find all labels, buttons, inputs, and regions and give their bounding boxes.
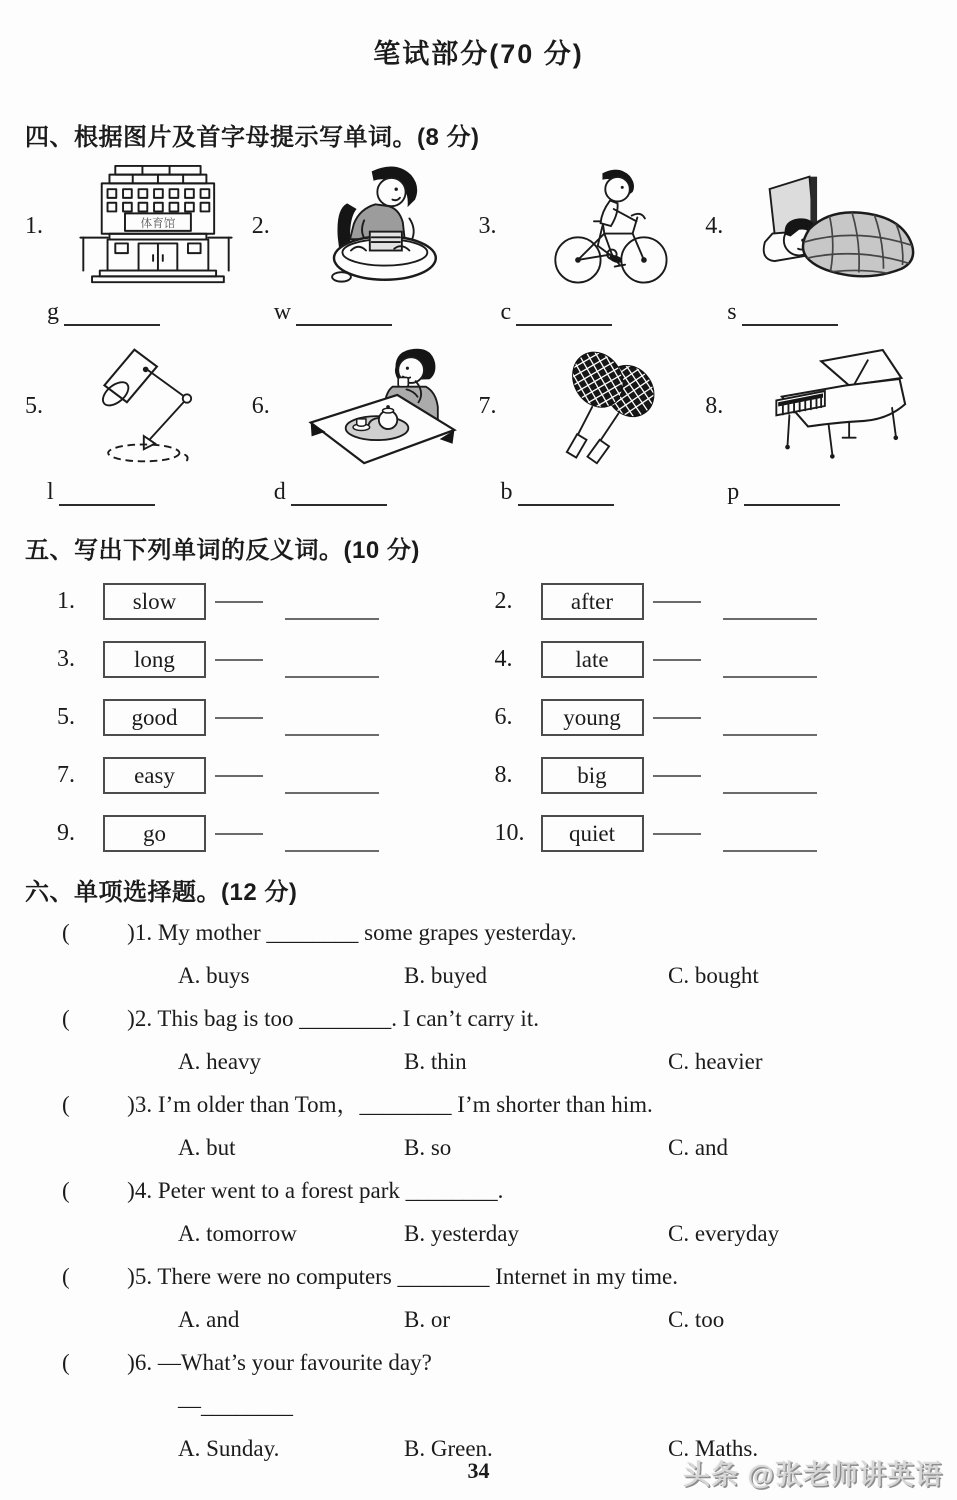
multiple-choice-list [25, 911, 932, 1470]
word-box: slow [103, 583, 206, 620]
dash-line [653, 659, 701, 661]
answer-blank [723, 764, 817, 794]
item-number: 8. [705, 392, 724, 419]
option-a: A. heavy [178, 1049, 262, 1074]
answer-blank [285, 706, 379, 736]
option-b: B. so [404, 1135, 452, 1160]
mc-question-4 [25, 1169, 932, 1255]
word-box: young [541, 699, 644, 736]
answer-blank [744, 482, 840, 506]
dash-line [653, 833, 701, 835]
answer-blank [723, 706, 817, 736]
answer-blank [742, 302, 838, 326]
item-number: 6. [494, 704, 513, 730]
antonym-item-2 [495, 583, 933, 620]
section6-heading: 六、单项选择题。(12 分) [25, 879, 298, 906]
answer-blank [518, 482, 614, 506]
answer-blank [285, 822, 379, 852]
item-number: 2. [494, 588, 513, 614]
question-stem: ( )6. —What’s your favourite day? [62, 1350, 432, 1375]
item-number: 1. [57, 588, 75, 614]
word-box: go [103, 815, 206, 852]
first-letter-hint: b [500, 479, 513, 505]
picture-item-5 [25, 342, 252, 506]
mc-question-3 [25, 1083, 932, 1169]
item-number: 10. [494, 820, 525, 846]
question-stem: ( )2. This bag is too ________. I can’t carry it. [62, 1006, 539, 1031]
picture-item-8 [705, 342, 932, 506]
option-b: B. thin [404, 1049, 467, 1074]
word-box: quiet [541, 815, 644, 852]
dash-line [215, 833, 263, 835]
answer-blank [723, 648, 817, 678]
dash-line [653, 717, 701, 719]
question-stem: ( )4. Peter went to a forest park ________. [62, 1178, 504, 1203]
antonym-item-3 [57, 641, 495, 678]
option-c: C. Maths. [668, 1436, 759, 1461]
answer-blank [296, 302, 392, 326]
child-sleeping-illustration [741, 162, 932, 290]
picture-item-3 [479, 162, 706, 326]
first-letter-hint: p [727, 479, 740, 505]
page-title: 笔试部分(70 分) [373, 39, 584, 69]
dash-line [215, 717, 263, 719]
option-a: A. but [178, 1135, 236, 1160]
mc-question-2 [25, 997, 932, 1083]
boy-riding-bicycle-illustration [515, 162, 706, 290]
mc-question-5 [25, 1255, 932, 1341]
antonym-item-5 [57, 699, 495, 736]
word-box: easy [103, 757, 206, 794]
picture-item-1 [25, 162, 252, 326]
antonym-item-10 [495, 815, 933, 852]
item-number: 3. [478, 212, 497, 239]
question-stem: ( )5. There were no computers ________ Internet in my time. [62, 1264, 678, 1289]
option-c: C. everyday [668, 1221, 780, 1246]
item-number: 8. [494, 762, 513, 788]
picture-item-2 [252, 162, 479, 326]
question-options [25, 1298, 932, 1341]
watermark-text: 头条 @张老师讲英语 [683, 1460, 943, 1490]
option-c: C. heavier [668, 1049, 763, 1074]
option-a: A. and [178, 1307, 240, 1332]
option-c: C. and [668, 1135, 729, 1160]
section5-heading: 五、写出下列单词的反义词。(10 分) [25, 537, 420, 564]
boy-washing-clothes-illustration [288, 162, 479, 290]
item-number: 5. [57, 704, 75, 730]
option-b: B. buyed [404, 963, 488, 988]
option-c: C. bought [668, 963, 759, 988]
item-number: 7. [57, 762, 75, 788]
answer-dash-line: —________ [178, 1393, 293, 1418]
option-a: A. tomorrow [178, 1221, 297, 1246]
dash-line [215, 601, 263, 603]
item-number: 3. [57, 646, 75, 672]
picture-item-6 [252, 342, 479, 506]
word-box: big [541, 757, 644, 794]
gym-sign-text: 体育馆 [140, 216, 176, 230]
answer-blank [723, 822, 817, 852]
option-b: B. yesterday [404, 1221, 519, 1246]
first-letter-hint: s [727, 299, 737, 325]
item-number: 1. [25, 212, 43, 239]
item-number: 7. [478, 392, 497, 419]
first-letter-hint: c [500, 299, 512, 325]
first-letter-hint: l [47, 479, 54, 505]
option-b: B. Green. [404, 1436, 493, 1461]
answer-blank [59, 482, 155, 506]
answer-blank [291, 482, 387, 506]
item-number: 5. [25, 392, 43, 419]
word-box: late [541, 641, 644, 678]
mc-question-6 [25, 1341, 932, 1470]
option-a: A. Sunday. [178, 1436, 280, 1461]
page-number: 34 [467, 1458, 490, 1483]
boy-drinking-tea-illustration [288, 342, 479, 470]
dash-line [653, 775, 701, 777]
question-stem: ( )3. I’m older than Tom，________ I’m shorter than him. [62, 1092, 653, 1117]
mc-question-1 [25, 911, 932, 997]
word-box: good [103, 699, 206, 736]
gymnasium-building-illustration [61, 162, 252, 290]
word-box: after [541, 583, 644, 620]
first-letter-hint: d [273, 479, 286, 505]
dash-line [653, 601, 701, 603]
antonym-item-9 [57, 815, 495, 852]
word-box: long [103, 641, 206, 678]
antonym-grid [25, 583, 932, 852]
answer-blank [64, 302, 160, 326]
option-a: A. buys [178, 963, 250, 988]
answer-blank [285, 590, 379, 620]
desk-lamp-illustration [61, 342, 252, 470]
item-number: 2. [251, 212, 270, 239]
grand-piano-illustration [741, 342, 932, 470]
answer-blank [285, 764, 379, 794]
question-options [25, 954, 932, 997]
question-stem: ( )1. My mother ________ some grapes yesterday. [62, 920, 577, 945]
answer-blank [723, 590, 817, 620]
question-options [25, 1040, 932, 1083]
question-options [25, 1126, 932, 1169]
antonym-item-6 [495, 699, 933, 736]
dash-line [215, 659, 263, 661]
badminton-rackets-illustration [515, 342, 706, 470]
picture-item-7 [479, 342, 706, 506]
answer-blank [516, 302, 612, 326]
first-letter-hint: w [273, 299, 292, 325]
option-b: B. or [404, 1307, 450, 1332]
item-number: 6. [251, 392, 270, 419]
item-number: 4. [494, 646, 513, 672]
answer-blank [285, 648, 379, 678]
antonym-item-7 [57, 757, 495, 794]
question-options [25, 1212, 932, 1255]
item-number: 9. [57, 820, 75, 846]
item-number: 4. [705, 212, 724, 239]
antonym-item-1 [57, 583, 495, 620]
first-letter-hint: g [47, 299, 59, 325]
dash-line [215, 775, 263, 777]
section4-heading: 四、根据图片及首字母提示写单词。(8 分) [25, 124, 480, 151]
option-c: C. too [668, 1307, 725, 1332]
picture-item-4 [705, 162, 932, 326]
picture-word-grid [25, 162, 932, 506]
antonym-item-4 [495, 641, 933, 678]
antonym-item-8 [495, 757, 933, 794]
